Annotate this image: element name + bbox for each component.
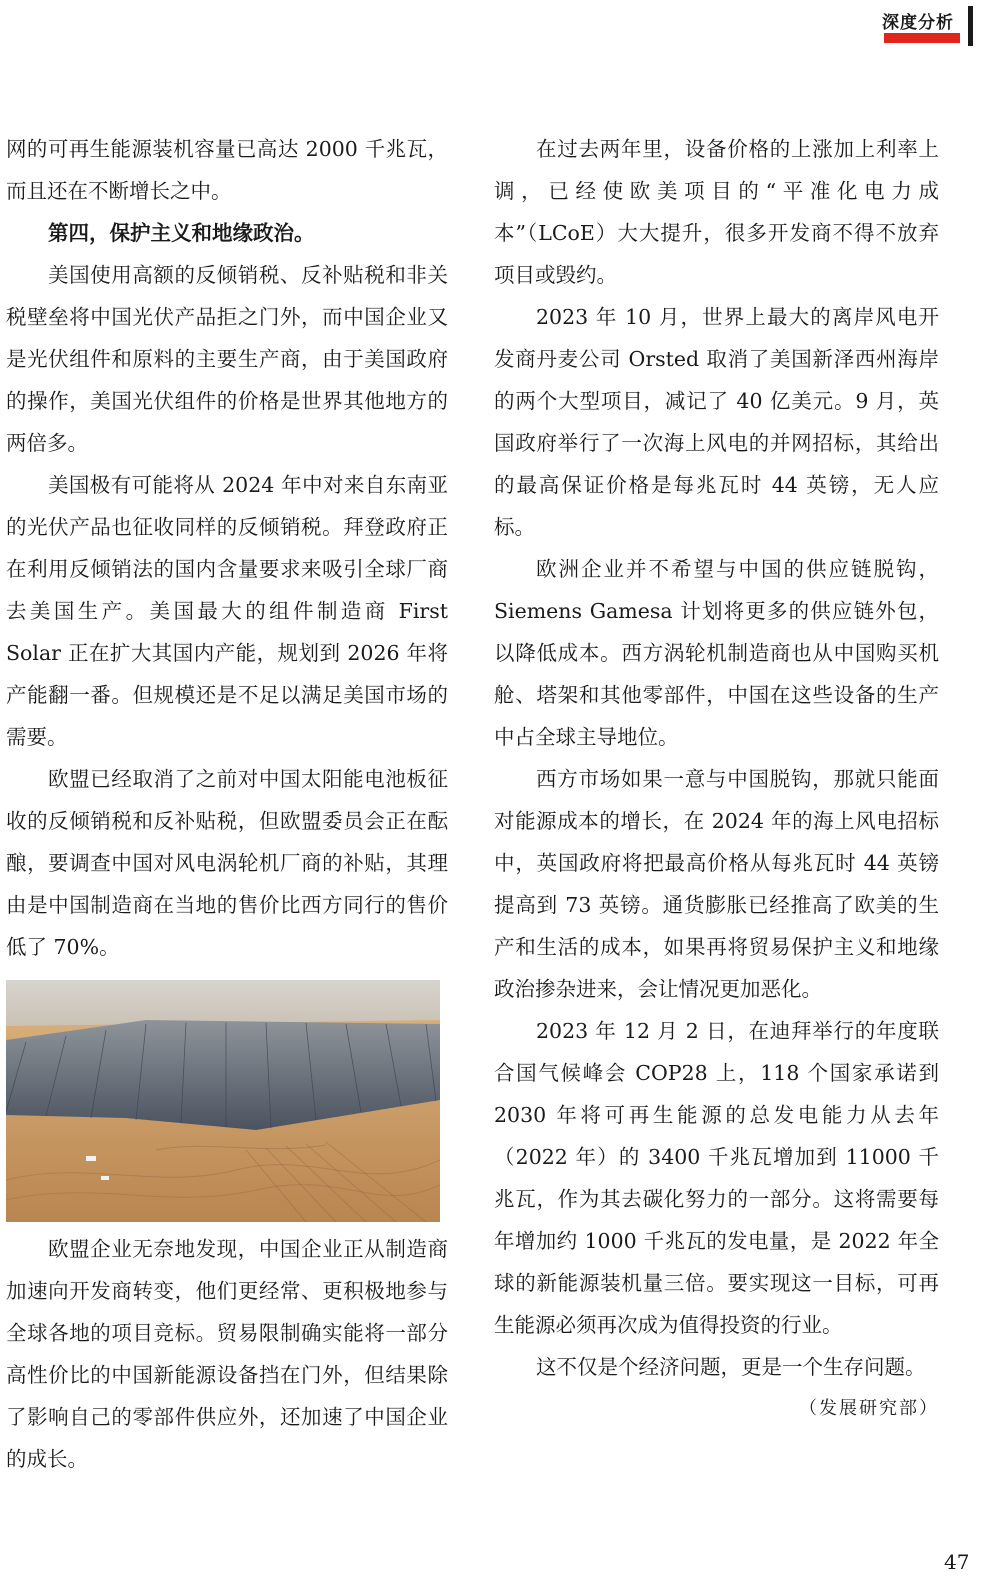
paragraph: 2023 年 10 月，世界上最大的离岸风电开发商丹麦公司 Orsted 取消了美国新泽西州海岸的两个大型项目，减记了 40 亿美元。9 月，英国政府举行了一次海上风电的并网招标，其给出的最高保证价格是每兆瓦时 44 英镑，无人应标。: [494, 305, 939, 539]
author-attribution: （发展研究部）: [799, 1398, 939, 1419]
paragraph: 美国使用高额的反倾销税、反补贴税和非关税壁垒将中国光伏产品拒之门外，而中国企业又是光伏组件和原料的主要生产商，由于美国政府的操作，美国光伏组件的价格是世界其他地方的两倍多。: [6, 263, 448, 455]
paragraph: 美国极有可能将从 2024 年中对来自东南亚的光伏产品也征收同样的反倾销税。拜登政府正在利用反倾销法的国内含量要求来吸引全球厂商去美国生产。美国最大的组件制造商 First Solar 正在扩大其国内产能，规划到 2026 年将产能翻一番。但规模还是不足以满足美国市场的需要。: [6, 473, 448, 749]
page-number: 47: [944, 1550, 970, 1574]
paragraph: 这不仅是个经济问题，更是一个生存问题。: [536, 1355, 926, 1379]
section-heading: 第四，保护主义和地缘政治。: [48, 221, 315, 245]
section-label: 深度分析: [882, 13, 954, 33]
left-column: [6, 128, 448, 1480]
right-column: [494, 128, 939, 1430]
paragraph: 2023 年 12 月 2 日，在迪拜举行的年度联合国气候峰会 COP28 上，118 个国家承诺到 2030 年将可再生能源的总发电能力从去年（2022 年）的 3400 千兆瓦增加到 11000 千兆瓦，作为其去碳化努力的一部分。这将需要每年增加约 1000 千兆瓦的发电量，是 2022 年全球的新能源装机量三倍。要实现这一目标，可再生能源必须再次成为值得投资的行业。: [494, 1019, 939, 1337]
paragraph: 欧洲企业并不希望与中国的供应链脱钩，Siemens Gamesa 计划将更多的供应链外包，以降低成本。西方涡轮机制造商也从中国购买机舱、塔架和其他零部件，中国在这些设备的生产中占全球主导地位。: [494, 557, 939, 749]
section-divider-bar: [968, 6, 973, 46]
paragraph: 欧盟企业无奈地发现，中国企业正从制造商加速向开发商转变，他们更经常、更积极地参与全球各地的项目竞标。贸易限制确实能将一部分高性价比的中国新能源设备挡在门外，但结果除了影响自己的零部件供应外，还加速了中国企业的成长。: [6, 1237, 448, 1471]
solar-farm-desert-photo: [6, 980, 440, 1222]
paragraph: 网的可再生能源装机容量已高达 2000 千兆瓦，而且还在不断增长之中。: [6, 137, 448, 203]
paragraph: 西方市场如果一意与中国脱钩，那就只能面对能源成本的增长，在 2024 年的海上风电招标中，英国政府将把最高价格从每兆瓦时 44 英镑提高到 73 英镑。通货膨胀已经推高了欧美的生产和生活的成本，如果再将贸易保护主义和地缘政治掺杂进来，会让情况更加恶化。: [494, 767, 939, 1001]
paragraph: 欧盟已经取消了之前对中国太阳能电池板征收的反倾销税和反补贴税，但欧盟委员会正在酝酿，要调查中国对风电涡轮机厂商的补贴，其理由是中国制造商在当地的售价比西方同行的售价低了 70%。: [6, 767, 448, 959]
paragraph: 在过去两年里，设备价格的上涨加上利率上调，已经使欧美项目的“平准化电力成本”（LCoE）大大提升，很多开发商不得不放弃项目或毁约。: [494, 137, 939, 287]
section-accent-bar: [884, 33, 960, 43]
